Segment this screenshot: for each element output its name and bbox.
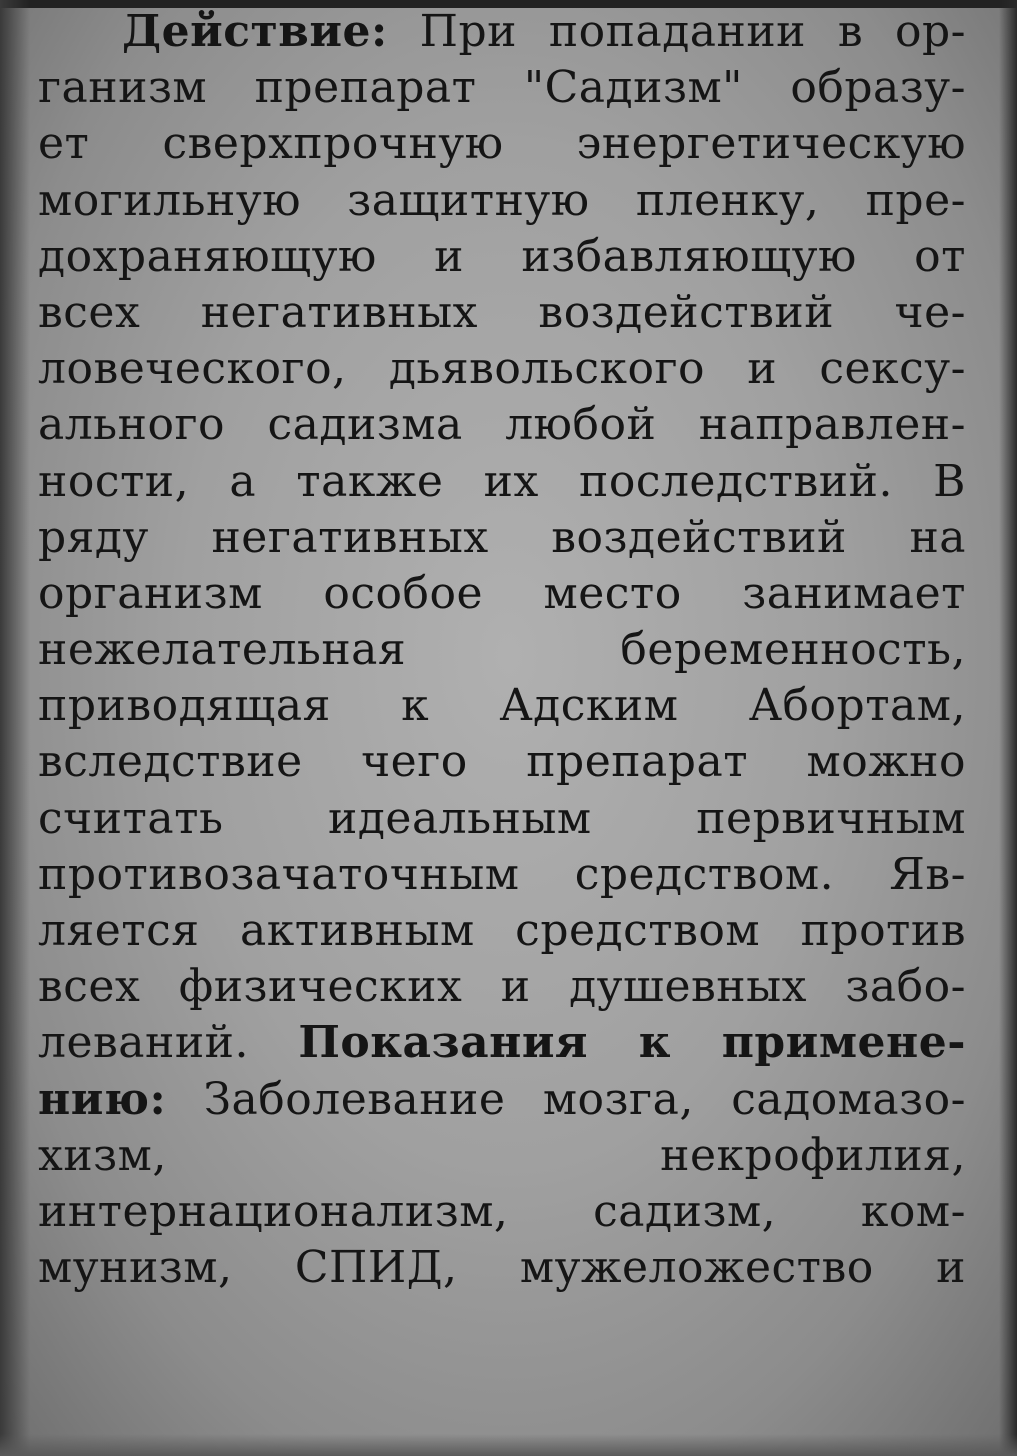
article-line: мунизм, СПИД, мужеложество и bbox=[38, 1242, 966, 1294]
article-text bbox=[38, 4, 966, 1296]
bottom-cut-edge bbox=[0, 1434, 1017, 1456]
article-line: всех физических и душевных забо- bbox=[38, 961, 966, 1013]
article-line: могильную защитную пленку, пре- bbox=[38, 174, 966, 226]
article-line: ганизм препарат "Садизм" образу- bbox=[38, 62, 966, 114]
right-shadow-edge bbox=[999, 0, 1017, 1456]
left-shadow-edge bbox=[0, 0, 30, 1456]
article-line bbox=[38, 1072, 966, 1128]
article-line: приводящая к Адским Абортам, bbox=[38, 680, 966, 732]
article-line: ности, а также их последствий. В bbox=[38, 455, 966, 507]
article-line: всех негативных воздействий че- bbox=[38, 286, 966, 338]
article-line: дохраняющую и избавляющую от bbox=[38, 230, 966, 282]
article-line: хизм, некрофилия, bbox=[38, 1129, 966, 1181]
article-line: ет сверхпрочную энергетическую bbox=[38, 118, 966, 170]
action-heading: Действие: bbox=[122, 6, 388, 57]
article-line: противозачаточным средством. Яв- bbox=[38, 848, 966, 900]
article-line: ряду негативных воздействий на bbox=[38, 511, 966, 563]
article-line bbox=[38, 1015, 966, 1071]
article-line bbox=[38, 4, 966, 60]
article-line: вследствие чего препарат можно bbox=[38, 736, 966, 788]
indications-pre-text: леваний. bbox=[38, 1017, 299, 1069]
article-line: интернационализм, садизм, ком- bbox=[38, 1185, 966, 1237]
indications-text: Заболевание мозга, садомазо- bbox=[166, 1073, 966, 1125]
action-text: При попадании в ор- bbox=[387, 6, 966, 57]
article-line: считать идеальным первичным bbox=[38, 792, 966, 844]
article-line: организм особое место занимает bbox=[38, 567, 966, 619]
article-line: нежелательная беременность, bbox=[38, 624, 966, 676]
indications-heading: Показания к примене- bbox=[298, 1017, 966, 1069]
indications-heading-cont: нию: bbox=[38, 1073, 167, 1125]
article-line: ляется активным средством против bbox=[38, 905, 966, 956]
article-line: ловеческого, дьявольского и сексу- bbox=[38, 343, 966, 395]
article-line: ального садизма любой направлен- bbox=[38, 399, 966, 451]
